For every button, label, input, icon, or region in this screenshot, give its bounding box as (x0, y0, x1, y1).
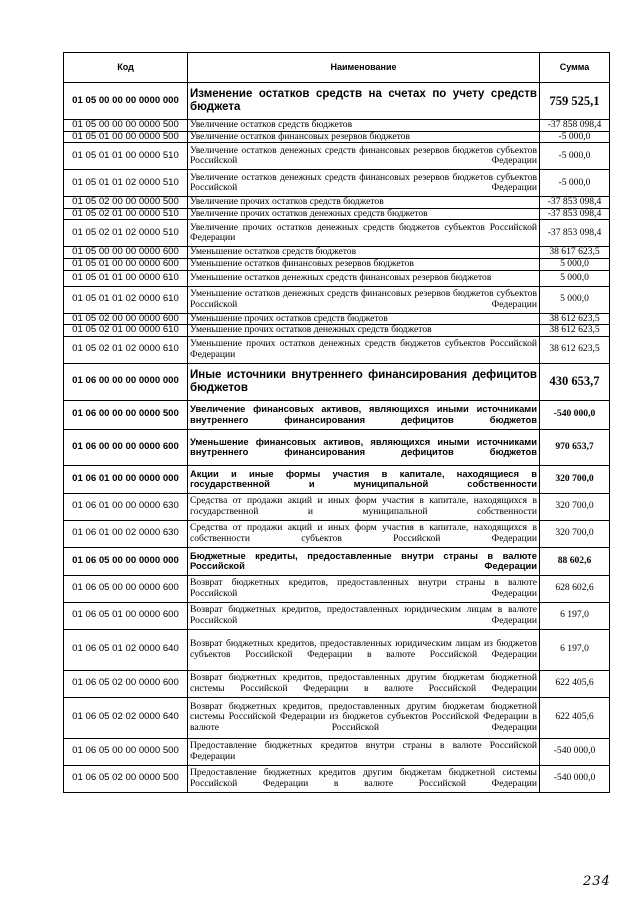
row-name: Увеличение остатков финансовых резервов бюджетов (188, 131, 540, 143)
table-row (64, 400, 610, 429)
row-name: Увеличение прочих остатков денежных средств бюджетов (188, 208, 540, 220)
table-row (64, 170, 610, 197)
row-code: 01 06 01 00 00 0000 000 (64, 465, 188, 493)
row-name: Возврат бюджетных кредитов, предоставленных юридическим лицам в валюте Российской Федерации (188, 602, 540, 629)
row-code: 01 06 05 02 00 0000 500 (64, 765, 188, 792)
row-name: Иные источники внутреннего финансирования дефицитов бюджетов (188, 363, 540, 400)
row-sum: 320 700,0 (540, 465, 610, 493)
row-sum: 6 197,0 (540, 629, 610, 670)
row-name: Предоставление бюджетных кредитов внутри страны в валюте Российской Федерации (188, 738, 540, 765)
table-row (64, 197, 610, 209)
row-code: 01 05 01 01 00 0000 510 (64, 143, 188, 170)
row-name: Уменьшение прочих остатков денежных средств бюджетов субъектов Российской Федерации (188, 336, 540, 363)
table-row (64, 697, 610, 738)
row-code: 01 05 01 01 02 0000 610 (64, 286, 188, 313)
row-sum: 320 700,0 (540, 493, 610, 520)
table-row (64, 258, 610, 270)
row-name: Увеличение остатков средств бюджетов (188, 120, 540, 132)
row-code: 01 05 00 00 00 0000 600 (64, 247, 188, 259)
row-name: Уменьшение финансовых активов, являющихся иными источниками внутреннего финансирования дефицитов бюджетов (188, 429, 540, 465)
row-name: Возврат бюджетных кредитов, предоставленных другим бюджетам бюджетной системы Российской Федерации в валюте Российской Федерации (188, 670, 540, 697)
row-name: Бюджетные кредиты, предоставленные внутри страны в валюте Российской Федерации (188, 547, 540, 575)
row-name: Возврат бюджетных кредитов, предоставленных другим бюджетам бюджетной системы Российской Федерации из бюджетов субъектов Российской Федерации в валюте Российской Федерации (188, 697, 540, 738)
row-name: Изменение остатков средств на счетах по учету средств бюджета (188, 83, 540, 120)
row-sum: -37 858 098,4 (540, 120, 610, 132)
row-sum: 38 612 623,5 (540, 336, 610, 363)
header-sum: Сумма (540, 53, 610, 83)
row-code: 01 05 01 00 00 0000 600 (64, 258, 188, 270)
table-row (64, 363, 610, 400)
row-sum: 320 700,0 (540, 520, 610, 547)
row-name: Увеличение остатков денежных средств финансовых резервов бюджетов субъектов Российской Федерации (188, 143, 540, 170)
table-row (64, 313, 610, 325)
page-number: 234 (583, 874, 611, 889)
row-sum: -5 000,0 (540, 131, 610, 143)
row-name: Уменьшение прочих остатков денежных средств бюджетов (188, 325, 540, 337)
table-row (64, 247, 610, 259)
row-name: Увеличение прочих остатков средств бюджетов (188, 197, 540, 209)
budget-sources-table (63, 52, 610, 793)
row-code: 01 06 05 00 00 0000 500 (64, 738, 188, 765)
row-code: 01 05 01 01 02 0000 510 (64, 170, 188, 197)
header-code: Код (64, 53, 188, 83)
row-code: 01 06 05 02 02 0000 640 (64, 697, 188, 738)
row-name: Возврат бюджетных кредитов, предоставленных юридическим лицам из бюджетов субъектов Российской Федерации в валюте Российской Федерации (188, 629, 540, 670)
row-sum: 38 617 623,5 (540, 247, 610, 259)
row-sum: 5 000,0 (540, 270, 610, 286)
row-name: Средства от продажи акций и иных форм участия в капитале, находящихся в собственности субъектов Российской Федерации (188, 520, 540, 547)
row-code: 01 05 00 00 00 0000 500 (64, 120, 188, 132)
table-row (64, 131, 610, 143)
row-sum: -540 000,0 (540, 738, 610, 765)
row-code: 01 06 05 02 00 0000 600 (64, 670, 188, 697)
row-code: 01 06 05 00 00 0000 000 (64, 547, 188, 575)
row-code: 01 05 01 01 00 0000 610 (64, 270, 188, 286)
row-name: Увеличение прочих остатков денежных средств бюджетов субъектов Российской Федерации (188, 220, 540, 247)
row-name: Уменьшение остатков средств бюджетов (188, 247, 540, 259)
table-header-row (64, 53, 610, 83)
table-row (64, 143, 610, 170)
table-row (64, 286, 610, 313)
row-sum: 759 525,1 (540, 83, 610, 120)
table-row (64, 629, 610, 670)
table-row (64, 493, 610, 520)
row-sum: 6 197,0 (540, 602, 610, 629)
table-row (64, 270, 610, 286)
row-code: 01 05 02 00 00 0000 600 (64, 313, 188, 325)
table-row (64, 520, 610, 547)
header-name: Наименование (188, 53, 540, 83)
row-sum: 430 653,7 (540, 363, 610, 400)
row-sum: 622 405,6 (540, 670, 610, 697)
row-sum: -540 000,0 (540, 765, 610, 792)
row-sum: -5 000,0 (540, 143, 610, 170)
table-row (64, 325, 610, 337)
table-row (64, 575, 610, 602)
row-name: Уменьшение прочих остатков средств бюджетов (188, 313, 540, 325)
row-name: Акции и иные формы участия в капитале, находящиеся в государственной и муниципальной собственности (188, 465, 540, 493)
row-sum: 970 653,7 (540, 429, 610, 465)
row-sum: -5 000,0 (540, 170, 610, 197)
table-row (64, 738, 610, 765)
row-sum: -37 853 098,4 (540, 220, 610, 247)
row-code: 01 06 00 00 00 0000 000 (64, 363, 188, 400)
row-sum: 628 602,6 (540, 575, 610, 602)
row-code: 01 06 01 00 02 0000 630 (64, 520, 188, 547)
table-row (64, 602, 610, 629)
row-sum: 38 612 623,5 (540, 325, 610, 337)
row-sum: -540 000,0 (540, 400, 610, 429)
row-code: 01 06 00 00 00 0000 600 (64, 429, 188, 465)
row-name: Уменьшение остатков финансовых резервов бюджетов (188, 258, 540, 270)
row-code: 01 05 01 00 00 0000 500 (64, 131, 188, 143)
row-name: Средства от продажи акций и иных форм участия в капитале, находящихся в государственной и муниципальной собственности (188, 493, 540, 520)
row-sum: 38 612 623,5 (540, 313, 610, 325)
row-code: 01 06 00 00 00 0000 500 (64, 400, 188, 429)
row-code: 01 06 05 00 00 0000 600 (64, 575, 188, 602)
row-sum: 622 405,6 (540, 697, 610, 738)
table-row (64, 120, 610, 132)
row-name: Уменьшение остатков денежных средств финансовых резервов бюджетов (188, 270, 540, 286)
row-sum: 88 602,6 (540, 547, 610, 575)
row-code: 01 05 02 01 00 0000 610 (64, 325, 188, 337)
row-code: 01 06 01 00 00 0000 630 (64, 493, 188, 520)
table-row (64, 336, 610, 363)
table-row (64, 670, 610, 697)
table-row (64, 220, 610, 247)
row-name: Увеличение финансовых активов, являющихся иными источниками внутреннего финансирования дефицитов бюджетов (188, 400, 540, 429)
row-code: 01 05 02 01 02 0000 510 (64, 220, 188, 247)
table-row (64, 83, 610, 120)
row-code: 01 05 00 00 00 0000 000 (64, 83, 188, 120)
table-row (64, 429, 610, 465)
table-row (64, 208, 610, 220)
row-sum: 5 000,0 (540, 286, 610, 313)
row-sum: 5 000,0 (540, 258, 610, 270)
row-code: 01 05 02 00 00 0000 500 (64, 197, 188, 209)
table-row (64, 465, 610, 493)
row-sum: -37 853 098,4 (540, 197, 610, 209)
row-name: Предоставление бюджетных кредитов другим бюджетам бюджетной системы Российской Федерации в валюте Российской Федерации (188, 765, 540, 792)
row-code: 01 05 02 01 02 0000 610 (64, 336, 188, 363)
row-name: Возврат бюджетных кредитов, предоставленных внутри страны в валюте Российской Федерации (188, 575, 540, 602)
row-code: 01 06 05 01 02 0000 640 (64, 629, 188, 670)
row-code: 01 06 05 01 00 0000 600 (64, 602, 188, 629)
table-row (64, 765, 610, 792)
row-name: Увеличение остатков денежных средств финансовых резервов бюджетов субъектов Российской Федерации (188, 170, 540, 197)
row-sum: -37 853 098,4 (540, 208, 610, 220)
table-row (64, 547, 610, 575)
row-name: Уменьшение остатков денежных средств финансовых резервов бюджетов субъектов Российской Федерации (188, 286, 540, 313)
row-code: 01 05 02 01 00 0000 510 (64, 208, 188, 220)
